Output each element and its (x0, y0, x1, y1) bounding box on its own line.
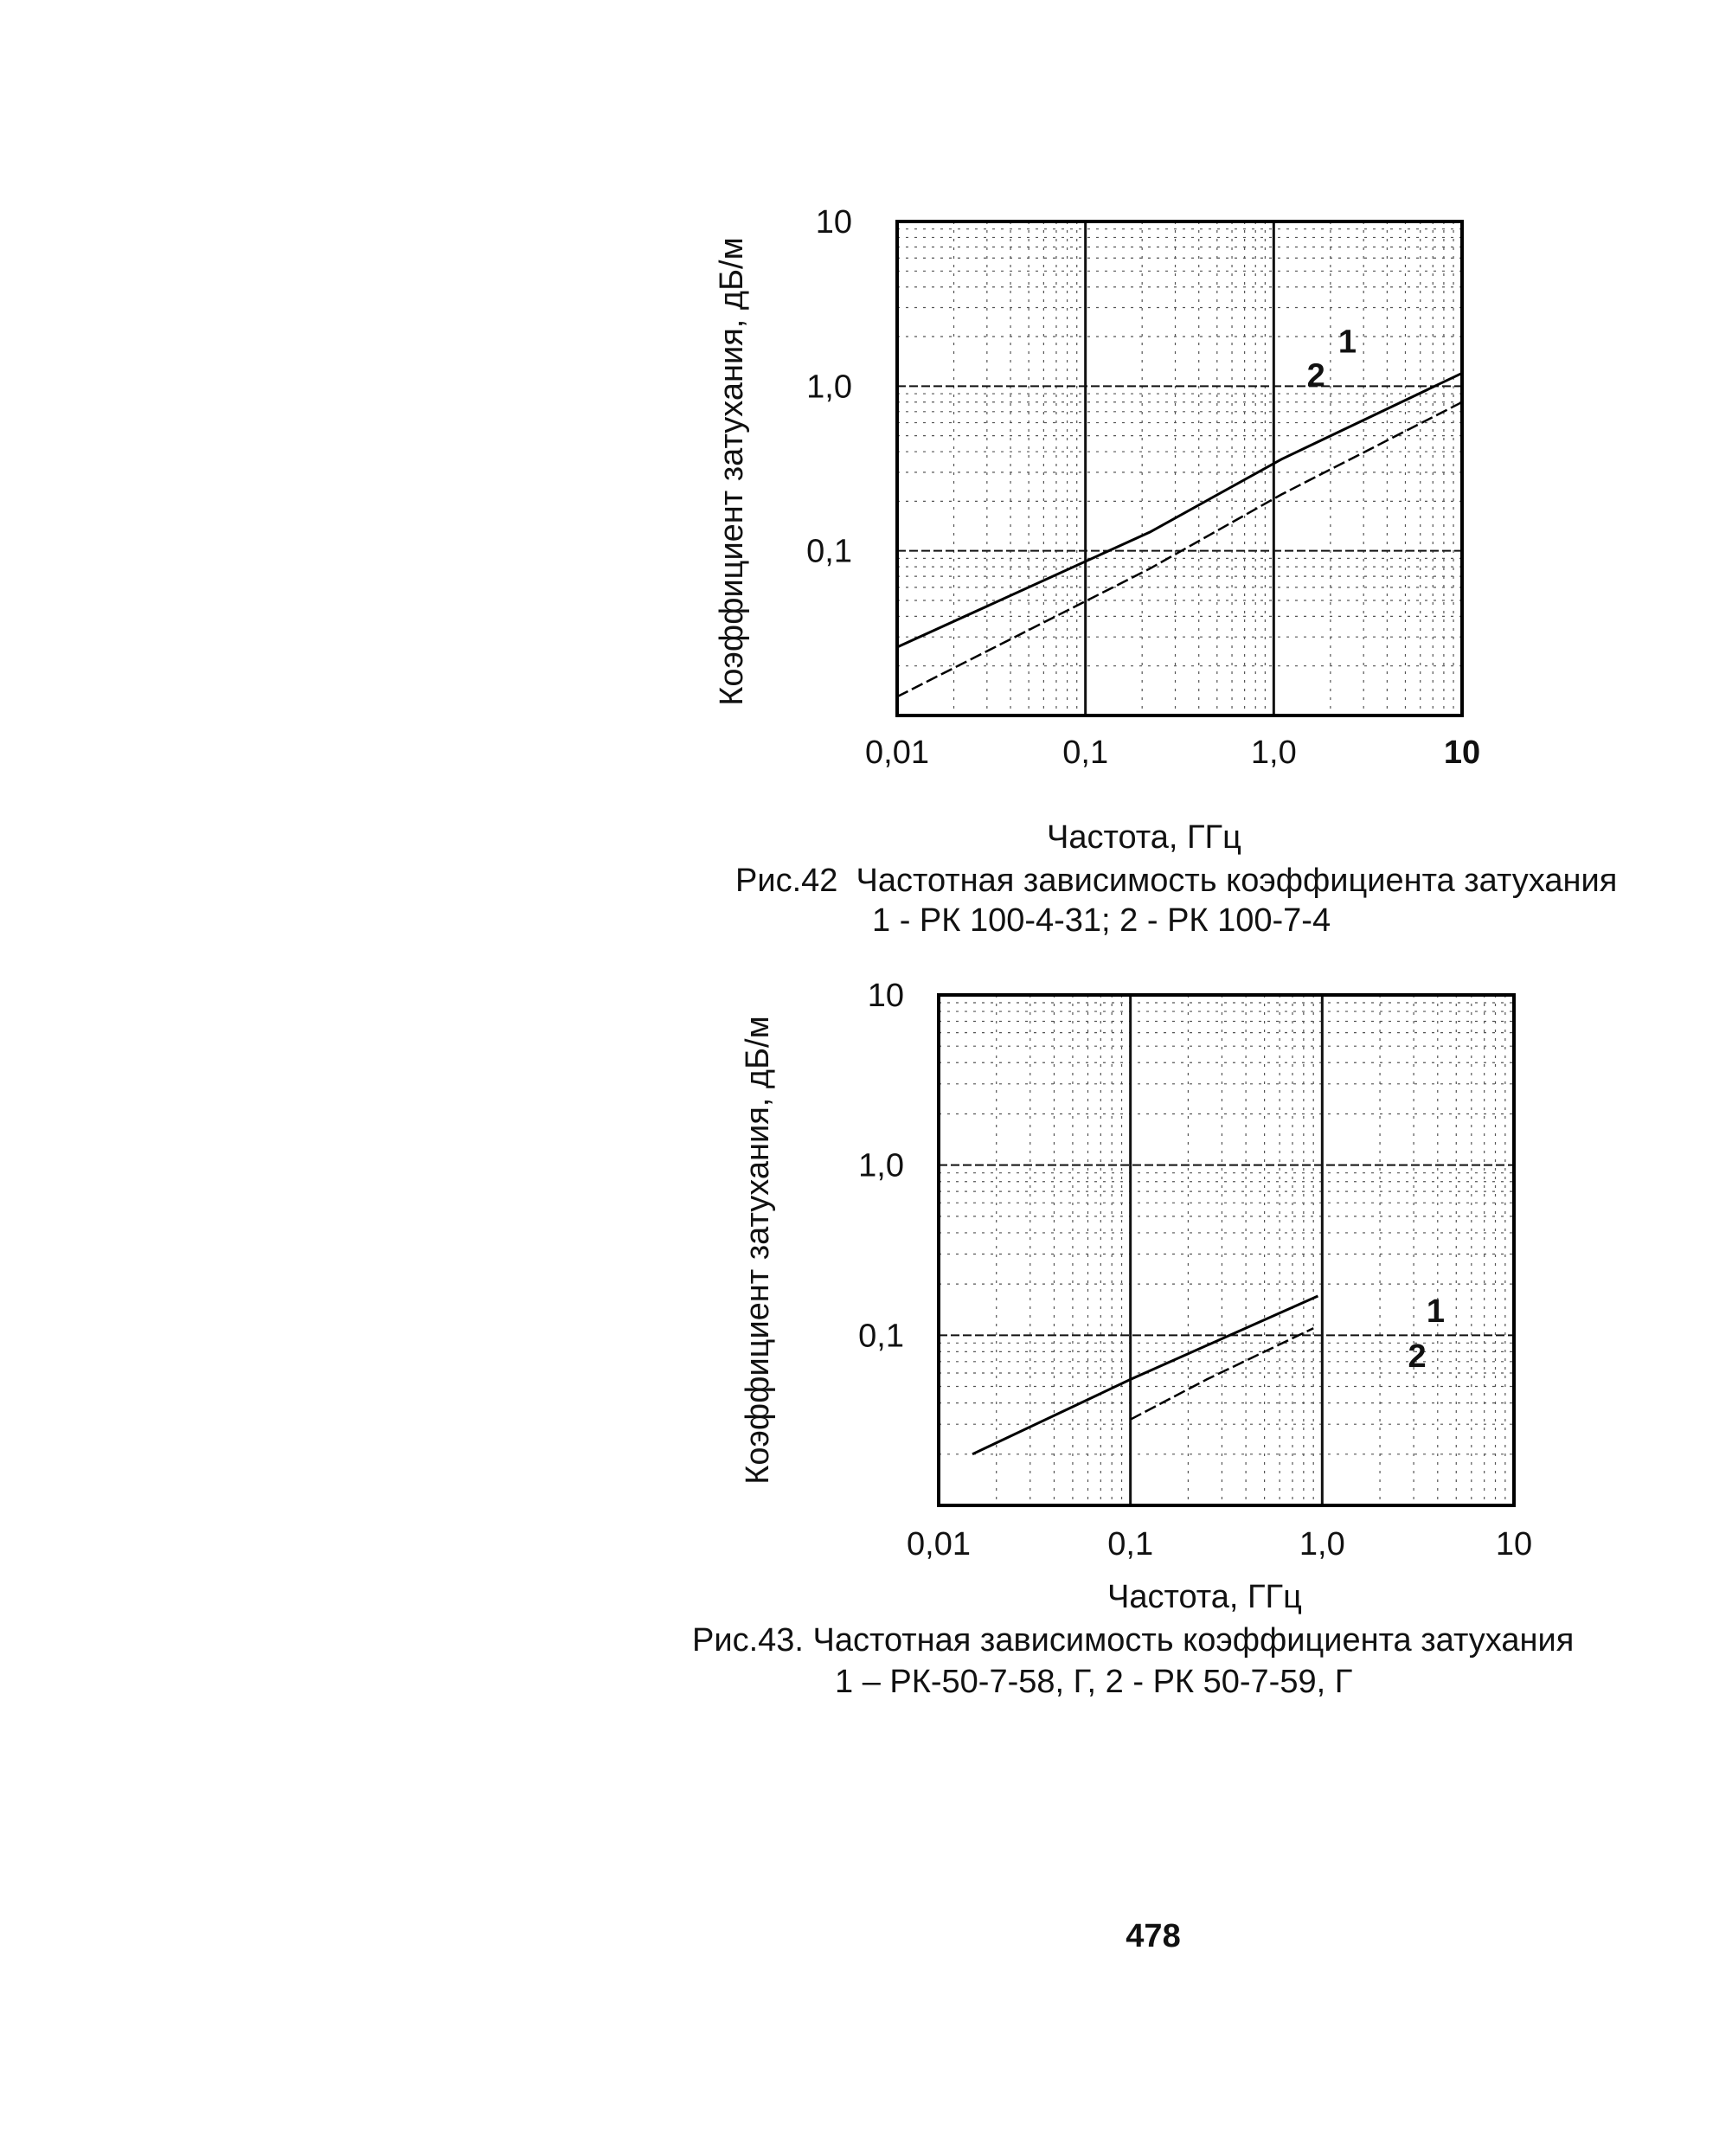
x-tick-label: 0,1 (1062, 735, 1109, 771)
fig42-title: Частотная зависимость коэффициента затухания (856, 863, 1618, 899)
fig43-legend: 1 – РК-50-7-58, Г, 2 - РК 50-7-59, Г (835, 1664, 1353, 1700)
x-tick-label: 0,1 (1107, 1526, 1154, 1562)
y-axis-title: Коэффициент затухания, дБ/м (714, 237, 750, 706)
series-line-1 (972, 1296, 1318, 1454)
curve-label-2: 2 (1306, 357, 1325, 395)
curve-label-1: 1 (1337, 324, 1357, 361)
x-tick-label: 1,0 (1250, 735, 1297, 771)
y-tick-label: 10 (815, 204, 852, 241)
y-tick-label: 1,0 (806, 369, 852, 406)
x-tick-label: 0,01 (907, 1526, 971, 1562)
fig42-number: Рис.42 (735, 863, 838, 899)
fig42-legend: 1 - РК 100-4-31; 2 - РК 100-7-4 (872, 902, 1331, 939)
x-tick-label: 0,01 (865, 735, 929, 771)
y-axis-title: Коэффициент затухания, дБ/м (740, 1016, 776, 1485)
fig43-xlabel: Частота, ГГц (1107, 1579, 1302, 1615)
fig43-number: Рис.43. (692, 1622, 804, 1659)
fig43-caption (692, 1620, 1574, 1660)
y-tick-label: 0,1 (806, 533, 852, 570)
y-tick-label: 10 (867, 978, 904, 1014)
curve-label-1: 1 (1426, 1293, 1446, 1330)
x-tick-label: 1,0 (1299, 1526, 1345, 1562)
page-number: 478 (1126, 1918, 1181, 1954)
fig43-title: Частотная зависимость коэффициента затухания (812, 1622, 1575, 1659)
y-tick-label: 0,1 (858, 1318, 904, 1355)
x-tick-label: 10 (1495, 1526, 1533, 1562)
y-tick-label: 1,0 (858, 1147, 904, 1184)
fig42-xlabel: Частота, ГГц (1047, 819, 1241, 856)
curve-label-2: 2 (1408, 1338, 1427, 1376)
x-tick-label: 10 (1443, 735, 1481, 771)
